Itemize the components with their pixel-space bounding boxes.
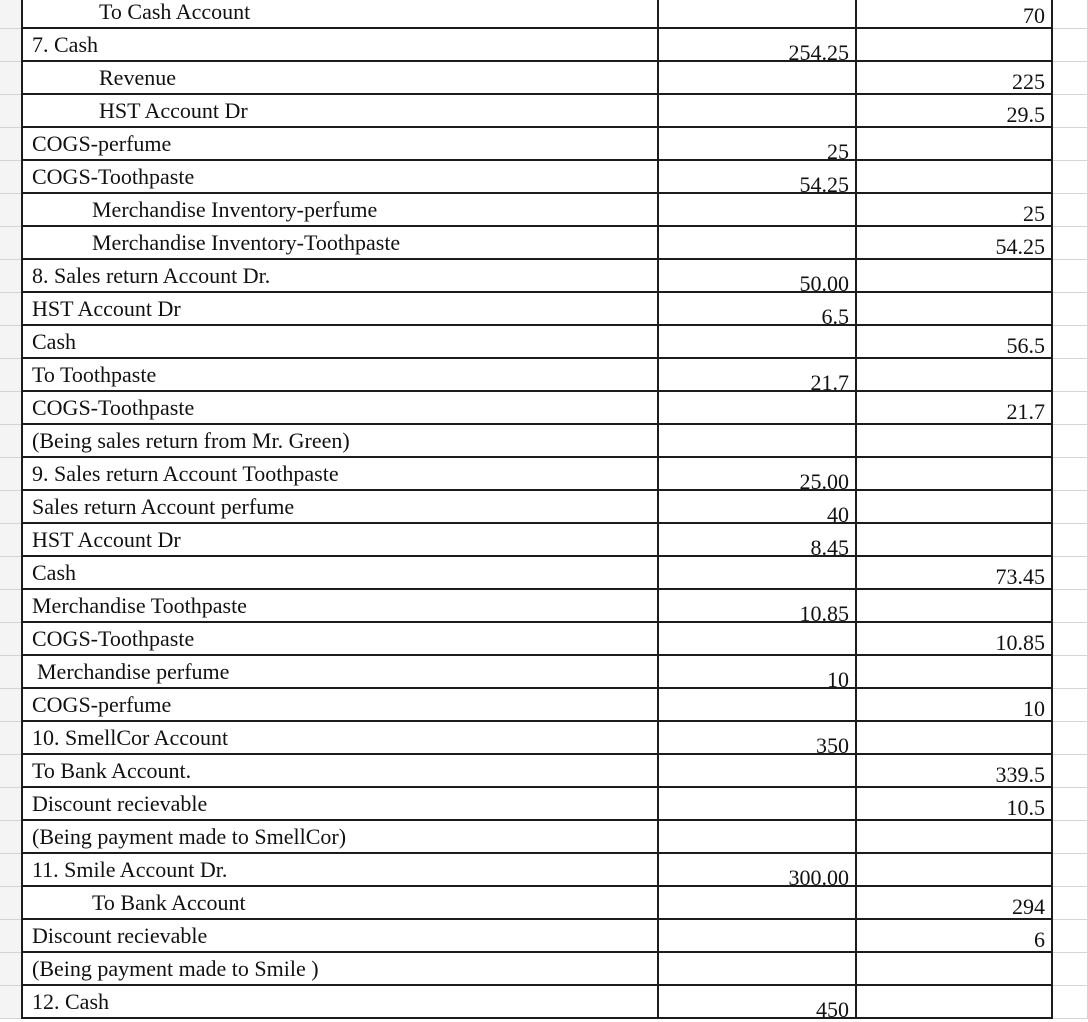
row-header-cell[interactable] <box>0 919 22 952</box>
empty-cell[interactable] <box>1052 556 1088 589</box>
row-header-cell[interactable] <box>0 127 22 160</box>
empty-cell[interactable] <box>1052 391 1088 424</box>
row-header-cell[interactable] <box>0 259 22 292</box>
credit-amount: 54.25 <box>995 234 1045 259</box>
empty-cell[interactable] <box>1052 589 1088 622</box>
account-cell[interactable]: COGS-Toothpaste <box>22 391 658 424</box>
account-cell[interactable]: COGS-perfume <box>22 688 658 721</box>
account-cell[interactable]: Discount recievable <box>22 919 658 952</box>
credit-cell[interactable] <box>856 655 1052 688</box>
credit-cell[interactable] <box>856 292 1052 325</box>
account-cell[interactable]: COGS-Toothpaste <box>22 160 658 193</box>
credit-amount: 25 <box>1023 201 1045 226</box>
table-row <box>0 853 1088 886</box>
row-header-cell[interactable] <box>0 787 22 820</box>
empty-cell[interactable] <box>1052 985 1088 1018</box>
row-header-cell[interactable] <box>0 490 22 523</box>
empty-cell[interactable] <box>1052 622 1088 655</box>
debit-cell[interactable] <box>658 523 856 560</box>
table-row <box>0 28 1088 61</box>
table-row <box>0 688 1088 721</box>
table-row <box>0 61 1088 94</box>
credit-cell[interactable] <box>856 127 1052 160</box>
credit-amount: 10 <box>1023 696 1045 721</box>
empty-cell[interactable] <box>1052 952 1088 985</box>
empty-cell[interactable] <box>1052 325 1088 358</box>
row-header-cell[interactable] <box>0 28 22 61</box>
row-header-cell[interactable] <box>0 556 22 589</box>
debit-cell[interactable] <box>658 94 856 127</box>
credit-cell[interactable] <box>856 0 1052 28</box>
credit-amount: 225 <box>1012 69 1045 94</box>
row-header-cell[interactable] <box>0 193 22 226</box>
table-row <box>0 127 1088 160</box>
debit-cell[interactable] <box>658 28 856 65</box>
debit-cell[interactable] <box>658 721 856 758</box>
credit-cell[interactable] <box>856 94 1052 127</box>
row-header-cell[interactable] <box>0 523 22 556</box>
credit-cell[interactable] <box>856 820 1052 853</box>
debit-amount: 350 <box>816 733 849 758</box>
debit-cell[interactable] <box>658 655 856 692</box>
empty-cell[interactable] <box>1052 160 1088 193</box>
credit-cell[interactable] <box>856 193 1052 226</box>
empty-cell[interactable] <box>1052 193 1088 226</box>
debit-cell[interactable] <box>658 490 856 527</box>
row-header-cell[interactable] <box>0 391 22 424</box>
credit-amount: 73.45 <box>995 564 1045 589</box>
debit-cell[interactable] <box>658 622 856 655</box>
table-row <box>0 622 1088 655</box>
credit-cell[interactable] <box>856 919 1052 952</box>
empty-cell[interactable] <box>1052 358 1088 391</box>
debit-cell[interactable] <box>658 820 856 853</box>
debit-amount: 450 <box>816 997 849 1022</box>
row-header-cell[interactable] <box>0 292 22 325</box>
debit-amount: 40 <box>827 502 849 527</box>
empty-cell[interactable] <box>1052 688 1088 721</box>
account-cell[interactable]: Merchandise Inventory-Toothpaste <box>22 226 658 259</box>
account-cell[interactable]: Merchandise Inventory-perfume <box>22 193 658 226</box>
row-header-cell[interactable] <box>0 589 22 622</box>
table-row <box>0 655 1088 688</box>
debit-cell[interactable] <box>658 886 856 919</box>
debit-amount: 6.5 <box>821 304 849 329</box>
empty-cell[interactable] <box>1052 292 1088 325</box>
empty-cell[interactable] <box>1052 61 1088 94</box>
row-header-cell[interactable] <box>0 325 22 358</box>
debit-amount: 10 <box>827 667 849 692</box>
empty-cell[interactable] <box>1052 787 1088 820</box>
debit-amount: 10.85 <box>799 601 849 626</box>
debit-cell[interactable] <box>658 457 856 494</box>
account-cell[interactable]: To Bank Account <box>22 886 658 919</box>
credit-cell[interactable] <box>856 688 1052 721</box>
debit-amount: 21.7 <box>810 370 849 395</box>
debit-amount: 50.00 <box>799 271 849 296</box>
account-cell[interactable]: 9. Sales return Account Toothpaste <box>22 457 658 490</box>
account-cell[interactable]: 8. Sales return Account Dr. <box>22 259 658 292</box>
table-row <box>0 325 1088 358</box>
empty-cell[interactable] <box>1052 754 1088 787</box>
account-cell[interactable]: Cash <box>22 325 658 358</box>
debit-amount: 25 <box>827 139 849 164</box>
credit-amount: 70 <box>1023 3 1045 28</box>
account-cell[interactable]: HST Account Dr <box>22 523 658 556</box>
debit-cell[interactable] <box>658 787 856 820</box>
credit-cell[interactable] <box>856 754 1052 787</box>
empty-cell[interactable] <box>1052 94 1088 127</box>
row-header-cell[interactable] <box>0 985 22 1018</box>
credit-cell[interactable] <box>856 457 1052 490</box>
table-row <box>0 787 1088 820</box>
debit-cell[interactable] <box>658 292 856 329</box>
credit-amount: 21.7 <box>1006 399 1045 424</box>
table-row <box>0 985 1088 1018</box>
debit-cell[interactable] <box>658 325 856 358</box>
empty-cell[interactable] <box>1052 655 1088 688</box>
debit-amount: 25.00 <box>799 469 849 494</box>
debit-cell[interactable] <box>658 952 856 985</box>
account-cell[interactable]: Sales return Account perfume <box>22 490 658 523</box>
table-row <box>0 556 1088 589</box>
debit-cell[interactable] <box>658 589 856 626</box>
credit-cell[interactable] <box>856 61 1052 94</box>
table-row <box>0 523 1088 556</box>
debit-amount: 254.25 <box>788 40 849 65</box>
debit-cell[interactable] <box>658 754 856 787</box>
debit-cell[interactable] <box>658 127 856 164</box>
account-cell[interactable]: (Being payment made to Smile ) <box>22 952 658 985</box>
credit-amount: 294 <box>1012 894 1045 919</box>
row-header-cell[interactable] <box>0 820 22 853</box>
account-cell[interactable]: To Bank Account. <box>22 754 658 787</box>
debit-amount: 300.00 <box>788 865 849 890</box>
account-cell[interactable]: Discount recievable <box>22 787 658 820</box>
account-cell[interactable]: To Toothpaste <box>22 358 658 391</box>
credit-cell[interactable] <box>856 226 1052 259</box>
credit-amount: 10.5 <box>1006 795 1045 820</box>
empty-cell[interactable] <box>1052 721 1088 754</box>
debit-amount: 8.45 <box>810 535 849 560</box>
debit-cell[interactable] <box>658 985 856 1022</box>
table-row <box>0 886 1088 919</box>
debit-cell[interactable] <box>658 688 856 721</box>
debit-cell[interactable] <box>658 391 856 424</box>
row-header-cell[interactable] <box>0 622 22 655</box>
account-cell[interactable]: To Cash Account <box>22 0 658 28</box>
empty-cell[interactable] <box>1052 226 1088 259</box>
account-cell[interactable]: 10. SmellCor Account <box>22 721 658 754</box>
account-cell[interactable]: Cash <box>22 556 658 589</box>
credit-cell[interactable] <box>856 490 1052 523</box>
row-header-cell[interactable] <box>0 457 22 490</box>
empty-cell[interactable] <box>1052 457 1088 490</box>
credit-cell[interactable] <box>856 358 1052 391</box>
credit-cell[interactable] <box>856 259 1052 292</box>
credit-amount: 56.5 <box>1006 333 1045 358</box>
table-row <box>0 94 1088 127</box>
table-row <box>0 490 1088 523</box>
table-row <box>0 0 1088 28</box>
table-row <box>0 424 1088 457</box>
account-cell[interactable]: (Being sales return from Mr. Green) <box>22 424 658 457</box>
empty-cell[interactable] <box>1052 259 1088 292</box>
table-row <box>0 259 1088 292</box>
row-header-cell[interactable] <box>0 160 22 193</box>
table-row <box>0 721 1088 754</box>
row-header-cell[interactable] <box>0 754 22 787</box>
debit-cell[interactable] <box>658 61 856 94</box>
empty-cell[interactable] <box>1052 853 1088 886</box>
debit-cell[interactable] <box>658 226 856 259</box>
empty-cell[interactable] <box>1052 523 1088 556</box>
debit-cell[interactable] <box>658 0 856 28</box>
credit-cell[interactable] <box>856 556 1052 589</box>
debit-amount: 54.25 <box>799 172 849 197</box>
row-header-cell[interactable] <box>0 655 22 688</box>
account-cell[interactable]: 11. Smile Account Dr. <box>22 853 658 886</box>
debit-cell[interactable] <box>658 556 856 589</box>
account-cell[interactable]: (Being payment made to SmellCor) <box>22 820 658 853</box>
credit-cell[interactable] <box>856 787 1052 820</box>
empty-cell[interactable] <box>1052 820 1088 853</box>
debit-cell[interactable] <box>658 193 856 226</box>
row-header-cell[interactable] <box>0 886 22 919</box>
account-cell[interactable]: COGS-Toothpaste <box>22 622 658 655</box>
table-row <box>0 160 1088 193</box>
credit-cell[interactable] <box>856 391 1052 424</box>
row-header-cell[interactable] <box>0 94 22 127</box>
row-header-cell[interactable] <box>0 688 22 721</box>
table-row <box>0 292 1088 325</box>
credit-cell[interactable] <box>856 985 1052 1018</box>
credit-cell[interactable] <box>856 589 1052 622</box>
table-row <box>0 193 1088 226</box>
debit-cell[interactable] <box>658 259 856 296</box>
debit-cell[interactable] <box>658 358 856 395</box>
empty-cell[interactable] <box>1052 127 1088 160</box>
empty-cell[interactable] <box>1052 886 1088 919</box>
empty-cell[interactable] <box>1052 490 1088 523</box>
credit-amount: 10.85 <box>995 630 1045 655</box>
debit-cell[interactable] <box>658 853 856 890</box>
table-row <box>0 358 1088 391</box>
table-row <box>0 589 1088 622</box>
debit-cell[interactable] <box>658 160 856 197</box>
credit-cell[interactable] <box>856 721 1052 754</box>
credit-amount: 6 <box>1034 927 1045 952</box>
debit-cell[interactable] <box>658 919 856 952</box>
credit-cell[interactable] <box>856 622 1052 655</box>
credit-cell[interactable] <box>856 886 1052 919</box>
table-row <box>0 754 1088 787</box>
table-row <box>0 919 1088 952</box>
empty-cell[interactable] <box>1052 919 1088 952</box>
credit-cell[interactable] <box>856 523 1052 556</box>
row-header-cell[interactable] <box>0 424 22 457</box>
table-row <box>0 457 1088 490</box>
empty-cell[interactable] <box>1052 28 1088 61</box>
table-row <box>0 226 1088 259</box>
row-header-cell[interactable] <box>0 952 22 985</box>
account-cell[interactable]: Revenue <box>22 61 658 94</box>
account-cell[interactable]: Merchandise perfume <box>22 655 658 688</box>
account-cell[interactable]: Merchandise Toothpaste <box>22 589 658 622</box>
row-header-cell[interactable] <box>0 853 22 886</box>
empty-cell[interactable] <box>1052 0 1088 28</box>
row-header-cell[interactable] <box>0 61 22 94</box>
credit-cell[interactable] <box>856 424 1052 457</box>
table-row <box>0 952 1088 985</box>
credit-cell[interactable] <box>856 853 1052 886</box>
account-cell[interactable]: HST Account Dr <box>22 292 658 325</box>
credit-cell[interactable] <box>856 325 1052 358</box>
row-header-cell[interactable] <box>0 0 22 28</box>
credit-cell[interactable] <box>856 952 1052 985</box>
credit-amount: 339.5 <box>995 762 1045 787</box>
credit-amount: 29.5 <box>1006 102 1045 127</box>
empty-cell[interactable] <box>1052 424 1088 457</box>
row-header-cell[interactable] <box>0 721 22 754</box>
row-header-cell[interactable] <box>0 358 22 391</box>
account-cell[interactable]: 12. Cash <box>22 985 658 1018</box>
credit-cell[interactable] <box>856 160 1052 193</box>
account-cell[interactable]: HST Account Dr <box>22 94 658 127</box>
table-row <box>0 820 1088 853</box>
account-cell[interactable]: COGS-perfume <box>22 127 658 160</box>
row-header-cell[interactable] <box>0 226 22 259</box>
account-cell[interactable]: 7. Cash <box>22 28 658 61</box>
table-row <box>0 391 1088 424</box>
debit-cell[interactable] <box>658 424 856 457</box>
credit-cell[interactable] <box>856 28 1052 61</box>
